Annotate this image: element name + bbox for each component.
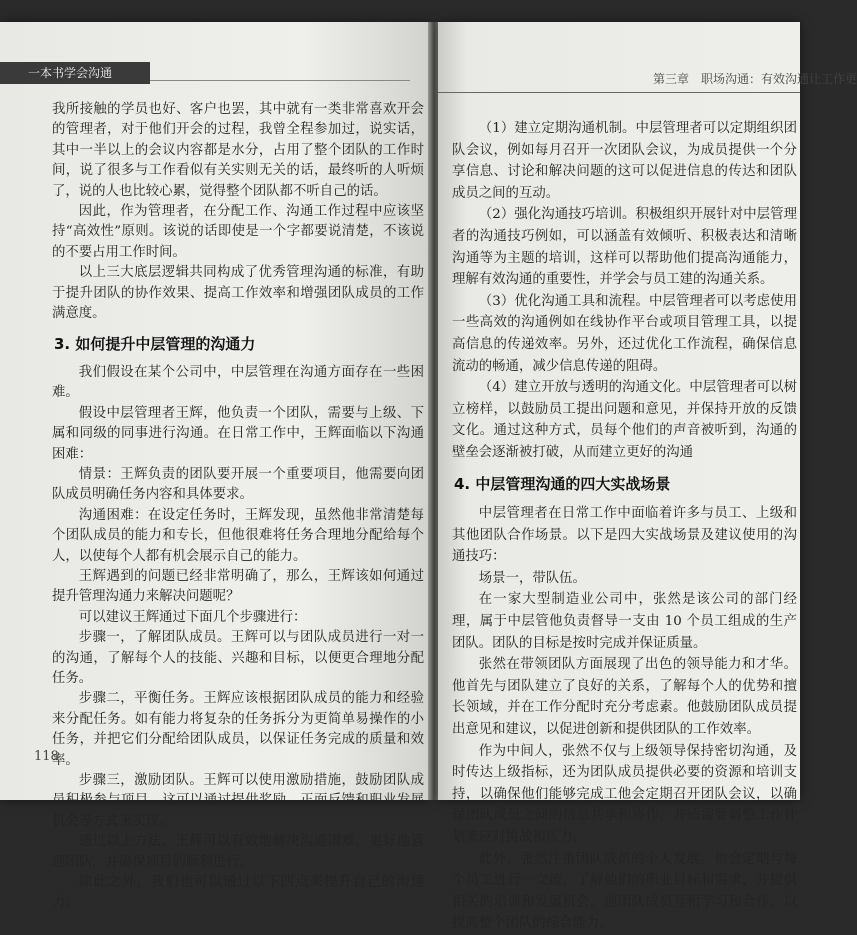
paragraph: （4）建立开放与透明的沟通文化。中层管理者可以树立榜样，以鼓励员工提出问题和意见，并保持开放的反馈文化。通过这种方式，员每个他们的声音被听到，沟通的壁垒会逐渐被打破，从而建立更好的沟通 — [452, 380, 797, 460]
right-page — [438, 22, 857, 932]
paragraph: 此外，张然注重团队成员的个人发展。他会定期与每个员工进行一交流，了解他们的职业目标和需求，并提供相关的培训和发展机会。他团队成员互相学习和合作，以提高整个团队的综合能力。 — [452, 851, 797, 932]
paragraph: 步骤二，平衡任务。王辉应该根据团队成员的能力和经验来分配任务。如有能力将复杂的任务拆分为更简单易操作的小任务，并把它们分配给团队成员，以保证任务完成的质量和效率。 — [52, 691, 424, 768]
paragraph: （2）强化沟通技巧培训。积极组织开展针对中层管理者的沟通技巧例如，可以涵盖有效倾听、积极表达和清晰沟通等为主题的培训，这样可以帮助他们提高沟通能力，理解有效沟通的重要性，并学会与员工建的沟通关系。 — [452, 207, 797, 288]
paragraph: 我们假设在某个公司中，中层管理在沟通方面存在一些困难。 — [52, 364, 424, 401]
paragraph: 步骤一，了解团队成员。王辉可以与团队成员进行一对一的沟通，了解每个人的技能、兴趣和目标，以便更合理地分配任务。 — [52, 630, 424, 686]
paragraph: 王辉遇到的问题已经非常明确了，那么，王辉该如何通过提升管理沟通力来解决问题呢？ — [52, 568, 424, 605]
paragraph: 张然在带领团队方面展现了出色的领导能力和才华。他首先与团队建立了良好的关系，了解每个人的优势和擅长领域，并在工作分配时充分考虑素。他鼓励团队成员提出意见和建议，以促进创新和提供团队的工作效率。 — [452, 657, 797, 738]
paragraph: 中层管理者在日常工作中面临着许多与员工、上级和其他团队合作场景。以下是四大实战场景及建议使用的沟通技巧： — [452, 506, 797, 565]
section-heading: 3. 如何提升中层管理的沟通力 — [54, 335, 256, 354]
chapter-header: 第三章 职场沟通：有效沟通让工作更 — [653, 72, 857, 86]
left-body-text — [52, 100, 424, 914]
paragraph: 以上三大底层逻辑共同构成了优秀管理沟通的标准，有助于提升团队的协作效果、提高工作效率和增强团队成员的工作满意度。 — [52, 265, 424, 322]
paragraph: 在一家大型制造业公司中，张然是该公司的部门经理，属于中层管他负责督导一支由 10 个员工组成的生产团队。团队的目标是按时完成并保证质量。 — [452, 592, 797, 651]
section-heading: 4. 中层管理沟通的四大实战场景 — [454, 474, 671, 493]
paragraph: 通过以上方法，王辉可以有效地解决沟通困难，更好地管理团队，并确保项目的顺利进行。 — [52, 834, 424, 870]
paragraph: （1）建立定期沟通机制。中层管理者可以定期组织团队会议，例如每月召开一次团队会议，为成员提供一个分享信息、讨论和解决问题的这可以促进信息的传达和团队成员之间的互动。 — [452, 121, 797, 201]
paragraph: 假设中层管理者王辉，他负责一个团队，需要与上级、下属和同级的同事进行沟通。在日常工作中，王辉面临以下沟通困难： — [52, 405, 424, 462]
paragraph: 因此，作为管理者，在分配工作、沟通工作过程中应该坚持“高效性”原则。该说的话即使是一个字都要说清楚，不该说的不要占用工作时间。 — [52, 204, 424, 260]
book-title-tab: 一本书学会沟通 — [0, 62, 150, 84]
paragraph: 沟通困难：在设定任务时，王辉发现，虽然他非常清楚每个团队成员的能力和专长，但他很难将任务合理地分配给每个人，以使每个人都有机会展示自己的能力。 — [52, 507, 424, 564]
right-body-text — [452, 118, 797, 935]
paragraph: 我所接触的学员也好、客户也罢，其中就有一类非常喜欢开会的管理者，对于他们开会的过程，我曾全程参加过，说实话，其中一半以上的会议内容都是水分，占用了整个团队的工作时间，说了很多与工作看似有关实则无关的话，最终听的人听烦了，说的人也比较心累，觉得整个团队都不听自己的话。 — [52, 102, 424, 199]
paragraph: 除此之外，我们也可以通过以下四点来提升自己的沟通力： — [52, 875, 424, 911]
paragraph: 场景一，带队伍。 — [478, 570, 586, 586]
left-page — [0, 22, 430, 911]
paragraph: 步骤三，激励团队。王辉可以使用激励措施，鼓励团队成员积极参与项目。这可以通过提供奖励、正面反馈和职业发展机会等方式来实现。 — [52, 773, 424, 829]
header-rule — [150, 80, 410, 81]
paragraph: 可以建议王辉通过下面几个步骤进行： — [78, 609, 307, 625]
paragraph: 作为中间人，张然不仅与上级领导保持密切沟通，及时传达上级指标，还为团队成员提供必要的资源和培训支持，以确保他们能够完成工他会定期召开团队会议，以确保团队成员之间的信息共享和协作，并适需要调整工作计划来应对挑战和压力。 — [452, 743, 797, 845]
paragraph: 情景：王辉负责的团队要开展一个重要项目，他需要向团队成员明确任务内容和具体要求。 — [52, 466, 424, 503]
left-running-header — [0, 62, 430, 84]
right-running-header — [438, 58, 857, 93]
page-number: 118 — [34, 749, 59, 764]
paragraph: （3）优化沟通工具和流程。中层管理者可以考虑使用一些高效的沟通例如在线协作平台或项目管理工具，以提高信息的传递效率。另外，还过优化工作流程，确保信息流动的畅通，减少信息传递的阻碍。 — [452, 293, 797, 374]
